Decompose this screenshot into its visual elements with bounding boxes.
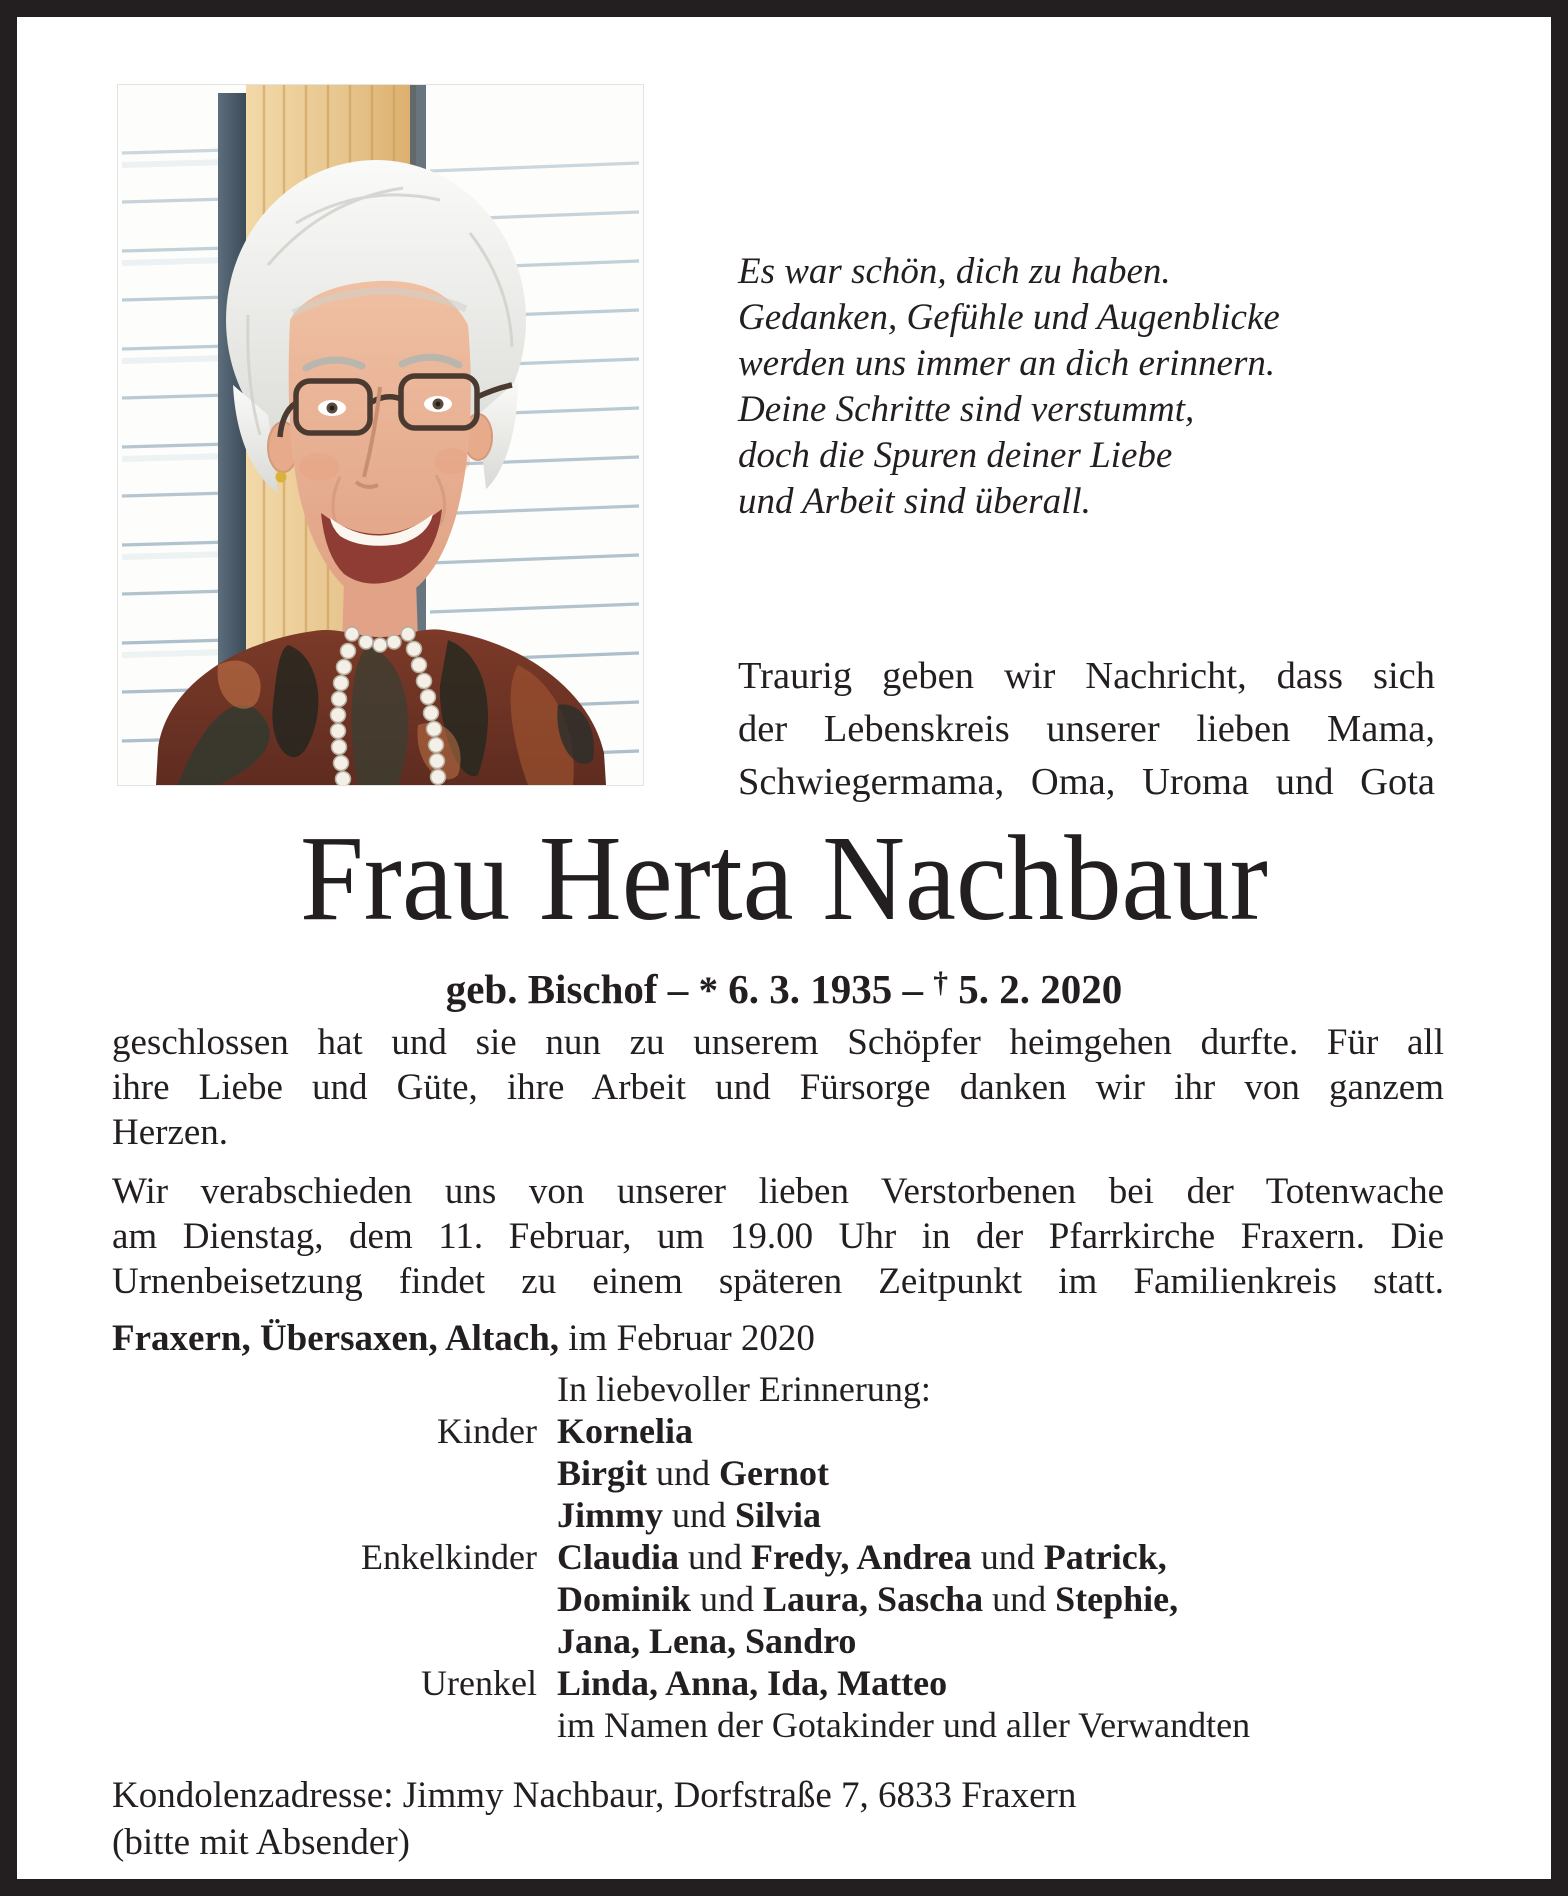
relative-name: Fredy, Andrea bbox=[751, 1537, 972, 1577]
relation-label bbox=[17, 1494, 537, 1536]
relatives-names bbox=[557, 1410, 1551, 1452]
earring bbox=[276, 472, 287, 483]
remembrance-row bbox=[17, 1536, 1551, 1578]
portrait-photo bbox=[118, 85, 643, 785]
relation-label: Urenkel bbox=[421, 1663, 537, 1703]
birth-date: 6. 3. 1935 – bbox=[728, 966, 924, 1012]
dateline bbox=[112, 1317, 1444, 1360]
portrait-photo-illustration bbox=[118, 85, 643, 785]
remembrance-row bbox=[17, 1662, 1551, 1704]
connector-text: In liebevoller Erinnerung: bbox=[557, 1369, 931, 1409]
poem-line: werden uns immer an dich erinnern. bbox=[738, 343, 1276, 384]
relatives-names bbox=[557, 1578, 1551, 1620]
relative-name: Birgit bbox=[557, 1453, 647, 1493]
poem-line: und Arbeit sind überall. bbox=[738, 481, 1091, 522]
relative-name: Jana, Lena, Sandro bbox=[557, 1621, 857, 1661]
relatives-names bbox=[557, 1368, 1551, 1410]
condolence-line-1: Kondolenzadresse: Jimmy Nachbaur, Dorfstraße 7, 6833 Fraxern bbox=[112, 1775, 1077, 1816]
condolence-line-2: (bitte mit Absender) bbox=[112, 1822, 410, 1863]
relation-label bbox=[17, 1620, 537, 1662]
remembrance-row bbox=[17, 1578, 1551, 1620]
announcement-line: Traurig geben wir Nachricht, dass sich bbox=[738, 655, 1435, 697]
relatives-names bbox=[557, 1662, 1551, 1704]
memorial-poem bbox=[738, 249, 1338, 525]
body-paragraph-1 bbox=[112, 1020, 1444, 1155]
remembrance-row bbox=[17, 1368, 1551, 1410]
condolence-address bbox=[112, 1772, 1444, 1866]
connector-text: im Namen der Gotakinder und aller Verwandten bbox=[557, 1705, 1251, 1745]
poem-line: Deine Schritte sind verstummt, bbox=[738, 389, 1195, 430]
remembrance-row bbox=[17, 1704, 1551, 1746]
relatives-names bbox=[557, 1452, 1551, 1494]
relative-name: Claudia bbox=[557, 1537, 680, 1577]
remembrance-row bbox=[17, 1410, 1551, 1452]
relative-name: Stephie, bbox=[1055, 1579, 1179, 1619]
relation-label: Kinder bbox=[437, 1411, 537, 1451]
announcement-line: der Lebenskreis unserer lieben Mama, bbox=[738, 708, 1435, 750]
relation-label bbox=[17, 1368, 537, 1410]
relative-name: Kornelia bbox=[557, 1411, 693, 1451]
connector-text: und bbox=[983, 1579, 1056, 1619]
relation-label bbox=[17, 1704, 537, 1746]
relatives-names bbox=[557, 1704, 1551, 1746]
relation-label bbox=[17, 1578, 537, 1620]
relative-name: Laura, Sascha bbox=[763, 1579, 984, 1619]
body-line: geschlossen hat und sie nun zu unserem Schöpfer heimgehen durfte. Für all bbox=[112, 1022, 1444, 1063]
connector-text: und bbox=[679, 1537, 752, 1577]
relative-name: Gernot bbox=[718, 1453, 829, 1493]
announcement-line: Schwiegermama, Oma, Uroma und Gota bbox=[738, 761, 1435, 803]
body-line: ihre Liebe und Güte, ihre Arbeit und Fürsorge danken wir ihr von ganzem bbox=[112, 1067, 1444, 1108]
connector-text: und bbox=[646, 1453, 719, 1493]
deceased-name: Frau Herta Nachbaur bbox=[300, 811, 1268, 946]
body-line: Herzen. bbox=[112, 1112, 229, 1153]
relatives-names bbox=[557, 1620, 1551, 1662]
relation-label: Enkelkinder bbox=[361, 1537, 537, 1577]
relation-label bbox=[17, 1452, 537, 1494]
relative-name: Silvia bbox=[734, 1495, 822, 1535]
body-paragraph-2 bbox=[112, 1169, 1444, 1304]
relatives-names bbox=[557, 1494, 1551, 1536]
poem-line: Es war schön, dich zu haben. bbox=[738, 251, 1171, 292]
relative-name: Jimmy bbox=[557, 1495, 663, 1535]
connector-text: und bbox=[971, 1537, 1044, 1577]
body-line: Urnenbeisetzung findet zu einem späteren Zeitpunkt im Familienkreis statt. bbox=[112, 1261, 1444, 1302]
relative-name: Patrick, bbox=[1043, 1537, 1167, 1577]
born-star-symbol: * bbox=[698, 969, 719, 1012]
death-date: 5. 2. 2020 bbox=[958, 966, 1123, 1012]
connector-text: und bbox=[691, 1579, 764, 1619]
poem-line: doch die Spuren deiner Liebe bbox=[738, 435, 1173, 476]
death-cross-symbol: † bbox=[933, 966, 949, 999]
remembrance-rows bbox=[17, 1368, 1551, 1746]
relative-name: Linda, Anna, Ida, Matteo bbox=[557, 1663, 948, 1703]
maiden-name: geb. Bischof – bbox=[445, 966, 689, 1012]
body-line: Wir verabschieden uns von unserer lieben Verstorbenen bei der Totenwache bbox=[112, 1171, 1444, 1212]
relatives-names bbox=[557, 1536, 1551, 1578]
body-line: am Dienstag, dem 11. Februar, um 19.00 Uhr in der Pfarrkirche Fraxern. Die bbox=[112, 1216, 1444, 1257]
dateline-date: im Februar 2020 bbox=[568, 1318, 815, 1359]
remembrance-row bbox=[17, 1452, 1551, 1494]
connector-text: und bbox=[662, 1495, 735, 1535]
dateline-places: Fraxern, Übersaxen, Altach, bbox=[112, 1318, 560, 1359]
birth-death-line bbox=[17, 965, 1551, 1013]
announcement-text bbox=[738, 650, 1435, 809]
poem-line: Gedanken, Gefühle und Augenblicke bbox=[738, 297, 1280, 338]
remembrance-row bbox=[17, 1494, 1551, 1536]
relative-name: Dominik bbox=[557, 1579, 692, 1619]
remembrance-row bbox=[17, 1620, 1551, 1662]
